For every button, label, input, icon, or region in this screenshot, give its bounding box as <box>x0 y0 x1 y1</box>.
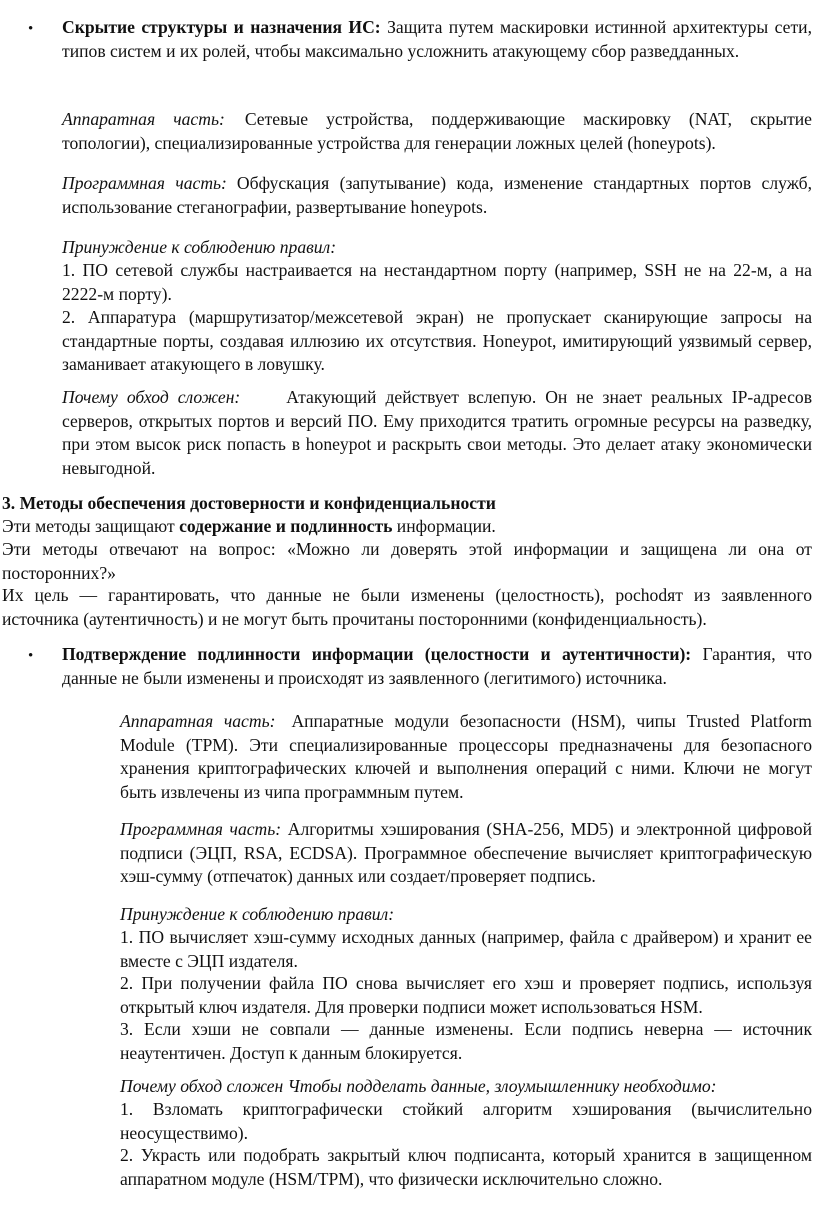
software-text: Алгоритмы хэширования (SHA-256, MD5) и электронной цифровой подписи (ЭЦП, RSA, ECDSA). Программное обеспечение вычисляет криптографическую хэш-сумму (отпечаток) данных или создает/проверяет подпись. <box>120 819 812 886</box>
enforce-item-1: 1. ПО сетевой службы настраивается на нестандартном порту (например, SSH не на 22-м, а на 2222-м порту). <box>62 260 812 304</box>
hardware-text: Аппаратные модули безопасности (HSM), чипы Trusted Platform Module (TPM). Эти специализированные процессоры предназначены для безопасного хранения криптографических ключей и выполнения операций с ними. Ключи не могут быть извлечены из чипа программным путем. <box>120 711 812 802</box>
bullet-marker: • <box>28 648 34 664</box>
intro-line-2: Эти методы отвечают на вопрос: «Можно ли доверять этой информации и защищена ли она от посторонних?» <box>2 539 812 583</box>
software-label: Программная часть: <box>62 173 227 193</box>
why-paragraph <box>120 1075 812 1099</box>
bullet-text: Гарантия, что данные не были изменены и происходят из заявленного (легитимого) источника. <box>62 644 812 688</box>
why-item-2: 2. Украсть или подобрать закрытый ключ подписанта, который хранится в защищенном аппаратном модуле (HSM/TPM), что физически исключительно сложно. <box>120 1145 812 1189</box>
bullet-paragraph-authenticity <box>62 643 812 690</box>
intro-line-1: Эти методы защищают содержание и подлинность информации. <box>2 516 496 536</box>
hardware-label: Аппаратная часть: <box>62 109 225 129</box>
hardware-text: Сетевые устройства, поддерживающие маскировку (NAT, скрытие топологии), специализированные устройства для генерации ложных целей (honeypots). <box>62 109 812 153</box>
hardware-paragraph <box>120 710 812 804</box>
why-paragraph <box>62 386 812 480</box>
bullet-title: Подтверждение подлинности информации (целостности и аутентичности): <box>62 644 692 664</box>
intro-line-3: Их цель — гарантировать, что данные не были изменены (целостность), pochodят из заявленного источника (аутентичность) и не могут быть прочитаны посторонними (конфиденциальность). <box>2 585 812 629</box>
software-paragraph <box>62 172 812 219</box>
bullet-paragraph-hiding <box>62 16 812 63</box>
why-item-1: 1. Взломать криптографически стойкий алгоритм хэширования (вычислительно неосуществимо). <box>120 1099 812 1143</box>
enforce-label: Принуждение к соблюдению правил: <box>62 237 337 257</box>
bullet-marker: • <box>28 21 34 37</box>
enforce-item-2: 2. Аппаратура (маршрутизатор/межсетевой экран) не пропускает сканирующие запросы на стандартные порты, создавая иллюзию их отсутствия. Honeypot, имитирующий уязвимый сервер, заманивает атакующего в ловушку. <box>62 307 812 374</box>
software-paragraph <box>120 818 812 889</box>
hardware-paragraph <box>62 108 812 155</box>
bullet-title: Скрытие структуры и назначения ИС: <box>62 17 381 37</box>
section-heading: 3. Методы обеспечения достоверности и конфиденциальности <box>2 493 496 513</box>
why-label: Почему обход сложен <box>120 1076 284 1096</box>
why-text: Чтобы подделать данные, злоумышленнику необходимо: <box>287 1076 717 1096</box>
enforce-label: Принуждение к соблюдению правил: <box>120 904 395 924</box>
why-text: Атакующий действует вслепую. Он не знает реальных IP-адресов серверов, открытых портов и версий ПО. Ему приходится тратить огромные ресурсы на разведку, при этом высок риск попасть в honeypot и раскрыть свои методы. Это делает атаку экономически невыгодной. <box>62 387 812 478</box>
software-text: Обфускация (запутывание) кода, изменение стандартных портов служб, использование стеганографии, развертывание honeypots. <box>62 173 812 217</box>
bullet-text: Защита путем маскировки истинной архитектуры сети, типов систем и их ролей, чтобы максимально усложнить атакующему сбор разведданных. <box>62 17 812 61</box>
software-label: Программная часть: <box>120 819 282 839</box>
why-label: Почему обход сложен: <box>62 387 241 407</box>
enforce-item-1: 1. ПО вычисляет хэш-сумму исходных данных (например, файла с драйвером) и хранит ее вместе с ЭЦП издателя. <box>120 927 812 971</box>
enforce-item-2: 2. При получении файла ПО снова вычисляет его хэш и проверяет подпись, используя открытый ключ издателя. Для проверки подписи может использоваться HSM. <box>120 973 812 1017</box>
hardware-label: Аппаратная часть: <box>120 711 276 731</box>
enforce-item-3: 3. Если хэши не совпали — данные изменены. Если подпись неверна — источник неаутентичен. Доступ к данным блокируется. <box>120 1019 812 1063</box>
